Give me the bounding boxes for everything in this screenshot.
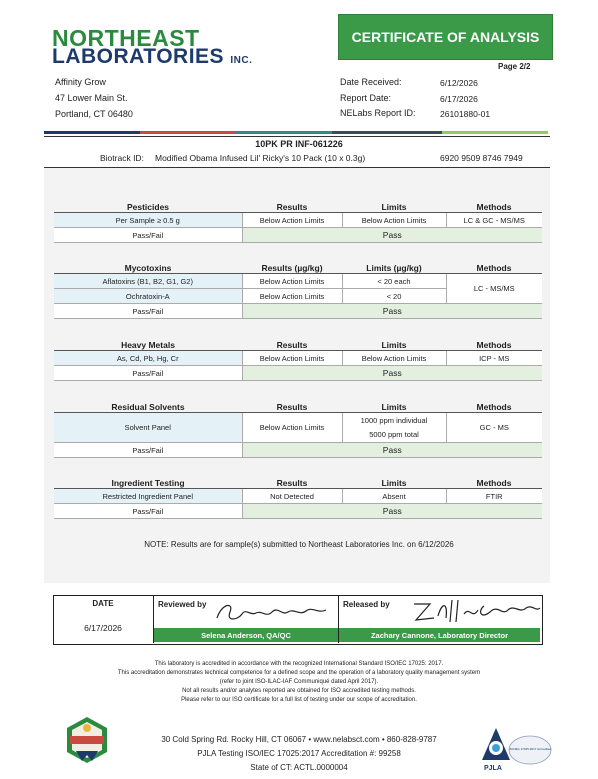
limits-header: Limits bbox=[342, 474, 446, 489]
report-date-value: 6/17/2026 bbox=[440, 94, 478, 104]
methods-header: Methods bbox=[446, 474, 542, 489]
footer-pjla: PJLA Testing ISO/IEC 17025:2017 Accreditation #: 99258 bbox=[197, 749, 401, 758]
results-note: NOTE: Results are for sample(s) submitted to Northeast Laboratories Inc. on 6/12/2026 bbox=[144, 540, 454, 549]
table-header-row bbox=[54, 336, 542, 351]
table-row bbox=[54, 351, 542, 366]
limits-header: Limits bbox=[342, 198, 446, 213]
ingredient-testing-table bbox=[54, 474, 542, 519]
pjla-seal-text: ISO/IEC 17025:2017 Accredited bbox=[508, 747, 552, 751]
pass-fail-row bbox=[54, 443, 542, 458]
methods-header: Methods bbox=[446, 336, 542, 351]
table-row bbox=[54, 413, 542, 443]
table-header-row bbox=[54, 474, 542, 489]
footer-state: State of CT: ACTL.0000004 bbox=[250, 763, 348, 772]
limit: Below Action Limits bbox=[342, 213, 446, 228]
table-row bbox=[54, 213, 542, 228]
accreditation-line: (refer to joint ISO-ILAC-IAF Communiqué dated April 2017). bbox=[219, 679, 379, 685]
heavy-metals-table bbox=[54, 336, 542, 381]
reviewer-signature bbox=[212, 598, 332, 628]
table-row bbox=[54, 489, 542, 504]
signoff-date-label: DATE bbox=[92, 599, 114, 608]
pesticides-table bbox=[54, 198, 542, 243]
residual-solvents-table bbox=[54, 398, 542, 458]
pass-fail-value: Pass bbox=[242, 504, 542, 519]
releaser-signature bbox=[408, 596, 543, 628]
table-header-row bbox=[54, 198, 542, 213]
pass-fail-row bbox=[54, 504, 542, 519]
client-street: 47 Lower Main St. bbox=[55, 93, 128, 103]
pass-fail-label: Pass/Fail bbox=[54, 504, 242, 519]
accreditation-line: Not all results and/or analytes reported are obtained for ISO accredited testing methods. bbox=[182, 688, 416, 694]
section-title: Heavy Metals bbox=[54, 336, 242, 351]
sample-description: Modified Obama Infused Lil' Ricky's 10 Pack (10 x 0.3g) bbox=[155, 153, 366, 163]
report-id-value: 26101880-01 bbox=[440, 109, 491, 119]
client-city: Portland, CT 06480 bbox=[55, 109, 133, 119]
date-received-value: 6/12/2026 bbox=[440, 78, 478, 88]
pass-fail-label: Pass/Fail bbox=[54, 443, 242, 458]
result: Below Action Limits bbox=[242, 274, 342, 289]
client-name: Affinity Grow bbox=[55, 77, 106, 87]
accreditation-line: This laboratory is accredited in accordance with the recognized International Standard ISO/IEC 17025: 2017. bbox=[154, 661, 444, 667]
results-header: Results bbox=[242, 398, 342, 413]
method: LC & GC - MS/MS bbox=[446, 213, 542, 228]
table-header-row bbox=[54, 259, 542, 274]
mycotoxins-table bbox=[54, 259, 542, 319]
logo-inc: INC. bbox=[230, 55, 253, 66]
reviewed-by-label: Reviewed by bbox=[158, 600, 207, 609]
report-date-label: Report Date: bbox=[340, 93, 392, 103]
pass-fail-value: Pass bbox=[242, 443, 542, 458]
results-header: Results bbox=[242, 474, 342, 489]
page-number: Page 2/2 bbox=[498, 62, 531, 71]
section-title: Mycotoxins bbox=[54, 259, 242, 274]
result: Below Action Limits bbox=[242, 351, 342, 366]
limit: Below Action Limits bbox=[342, 351, 446, 366]
pass-fail-label: Pass/Fail bbox=[54, 304, 242, 319]
section-title: Pesticides bbox=[54, 198, 242, 213]
certificate-title: CERTIFICATE OF ANALYSIS bbox=[338, 14, 553, 60]
logo-laboratories bbox=[52, 45, 252, 69]
limit: Absent bbox=[342, 489, 446, 504]
analyte: Per Sample ≥ 0.5 g bbox=[54, 213, 242, 228]
pass-fail-row bbox=[54, 304, 542, 319]
result: Not Detected bbox=[242, 489, 342, 504]
result: Below Action Limits bbox=[242, 289, 342, 304]
method: FTIR bbox=[446, 489, 542, 504]
results-header: Results bbox=[242, 198, 342, 213]
pass-fail-value: Pass bbox=[242, 228, 542, 243]
section-title: Residual Solvents bbox=[54, 398, 242, 413]
limits-header: Limits bbox=[342, 398, 446, 413]
limit bbox=[342, 413, 446, 443]
method: ICP - MS bbox=[446, 351, 542, 366]
award-badge-icon bbox=[62, 715, 112, 765]
methods-header: Methods bbox=[446, 398, 542, 413]
analyte: As, Cd, Pb, Hg, Cr bbox=[54, 351, 242, 366]
limit-line-1: 1000 ppm individual bbox=[360, 415, 428, 425]
footer-address: 30 Cold Spring Rd. Rocky Hill, CT 06067 • www.nelabsct.com • 860-828-9787 bbox=[161, 735, 437, 744]
accreditation-line: This accreditation demonstrates technical competence for a defined scope and the operation of a laboratory quality management system bbox=[117, 670, 481, 676]
sample-id: 10PK PR INF-061226 bbox=[255, 139, 343, 149]
report-id-label: NELabs Report ID: bbox=[340, 108, 416, 118]
releaser-name: Zachary Cannone, Laboratory Director bbox=[339, 628, 540, 642]
result: Below Action Limits bbox=[242, 213, 342, 228]
pass-fail-value: Pass bbox=[242, 366, 542, 381]
results-header: Results (µg/kg) bbox=[242, 259, 342, 274]
section-title: Ingredient Testing bbox=[54, 474, 242, 489]
pjla-logo-text: PJLA bbox=[484, 765, 502, 772]
pass-fail-label: Pass/Fail bbox=[54, 228, 242, 243]
color-bar-lime bbox=[442, 131, 548, 134]
date-received-label: Date Received: bbox=[340, 77, 402, 87]
logo-laboratories-text: LABORATORIES bbox=[52, 45, 225, 68]
limit-line-2: 5000 ppm total bbox=[369, 429, 419, 439]
color-bar-red bbox=[140, 131, 236, 134]
limits-header: Limits bbox=[342, 336, 446, 351]
method: LC - MS/MS bbox=[446, 274, 542, 304]
biotrack-label: Biotrack ID: bbox=[100, 153, 144, 163]
pass-fail-row bbox=[54, 366, 542, 381]
methods-header: Methods bbox=[446, 198, 542, 213]
color-bar-navy bbox=[44, 131, 140, 134]
signoff-date-value: 6/17/2026 bbox=[84, 623, 122, 633]
reviewer-name: Selena Anderson, QA/QC bbox=[154, 628, 338, 642]
limits-header: Limits (µg/kg) bbox=[342, 259, 446, 274]
table-row bbox=[54, 274, 542, 289]
accreditation-line: Please refer to our ISO certificate for a full list of testing under our scope of accreditation. bbox=[181, 697, 417, 703]
pass-fail-label: Pass/Fail bbox=[54, 366, 242, 381]
result: Below Action Limits bbox=[242, 413, 342, 443]
analyte: Restricted Ingredient Panel bbox=[54, 489, 242, 504]
pass-fail-value: Pass bbox=[242, 304, 542, 319]
released-by-label: Released by bbox=[343, 600, 390, 609]
methods-header: Methods bbox=[446, 259, 542, 274]
color-bar-slate bbox=[332, 131, 442, 134]
pass-fail-row bbox=[54, 228, 542, 243]
method: GC - MS bbox=[446, 413, 542, 443]
results-header: Results bbox=[242, 336, 342, 351]
pjla-accreditation-icon bbox=[478, 722, 553, 774]
limit: < 20 bbox=[342, 289, 446, 304]
analyte: Aflatoxins (B1, B2, G1, G2) bbox=[54, 274, 242, 289]
table-header-row bbox=[54, 398, 542, 413]
analyte: Ochratoxin-A bbox=[54, 289, 242, 304]
biotrack-id: 6920 9509 8746 7949 bbox=[440, 153, 523, 163]
analyte: Solvent Panel bbox=[54, 413, 242, 443]
limit: < 20 each bbox=[342, 274, 446, 289]
logo-northeast: NORTHEAST bbox=[52, 25, 200, 51]
color-bar-teal bbox=[236, 131, 332, 134]
